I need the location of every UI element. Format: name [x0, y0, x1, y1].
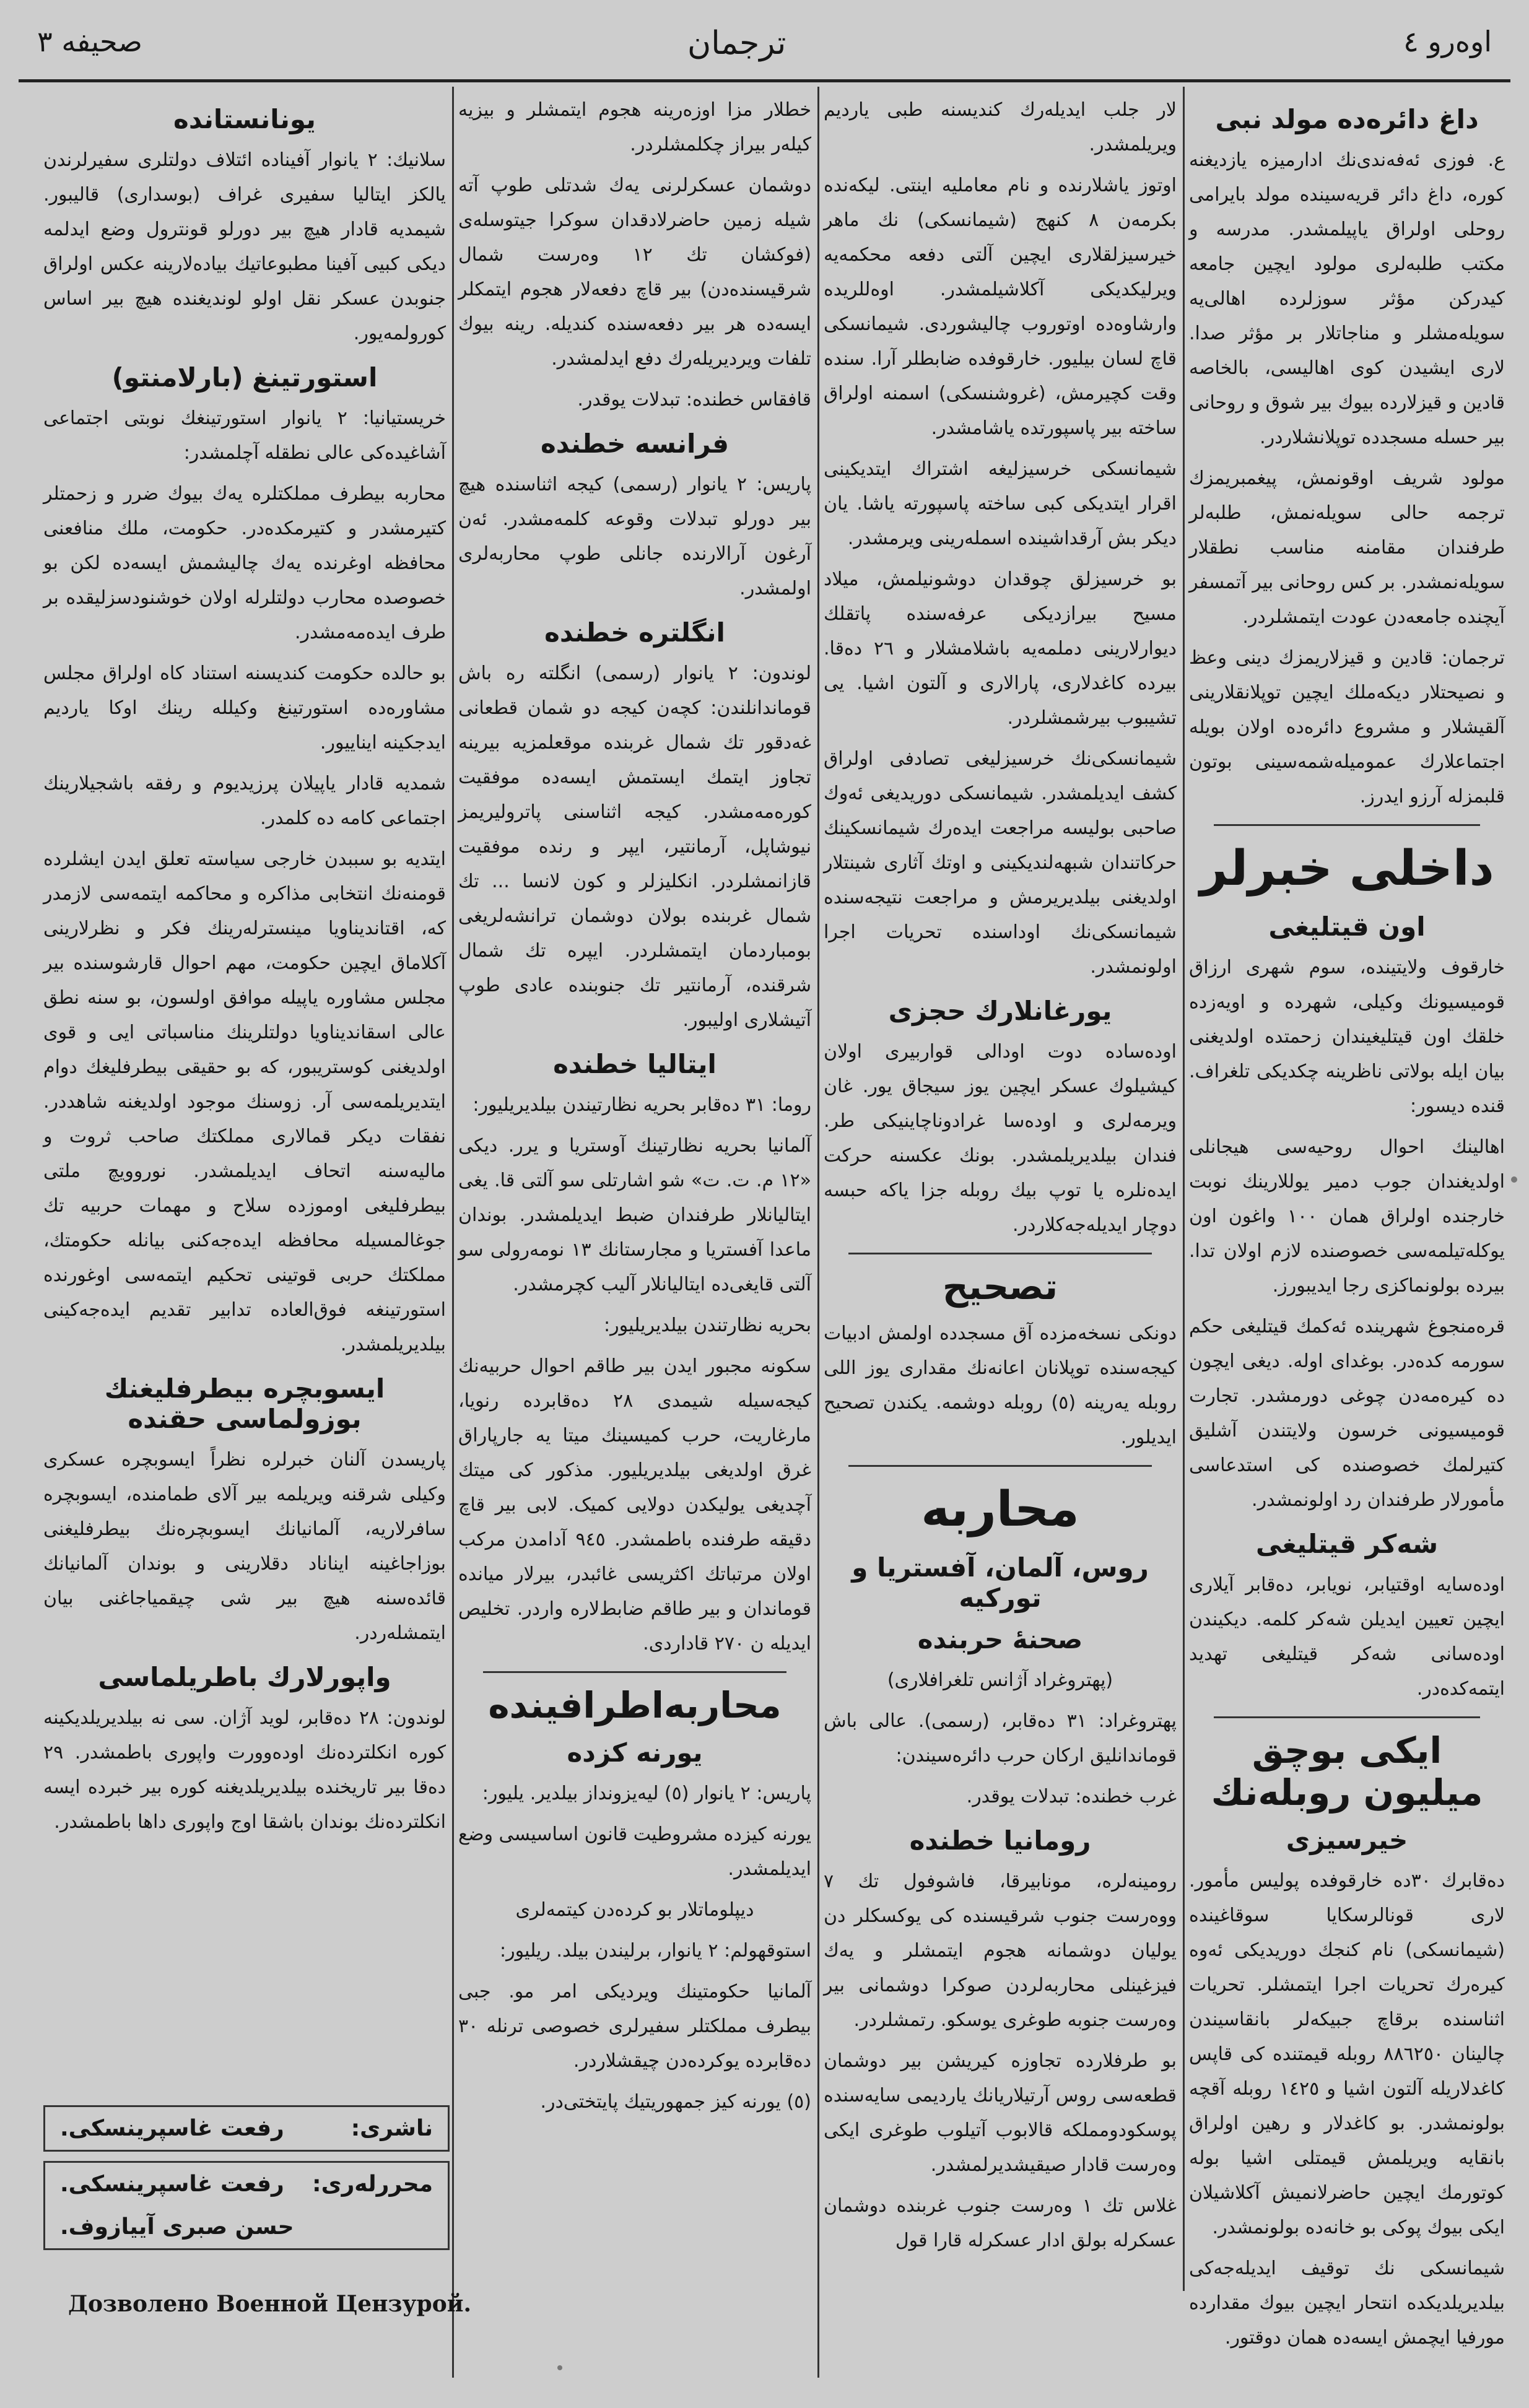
headline: تصحیح: [942, 1266, 1058, 1308]
section-rule: [1214, 1716, 1480, 1718]
paragraph: دیپلوماتلار بو کرده‌دن کیتمه‌لری: [515, 1899, 754, 1921]
paragraph: خطلار مزا اوزه‌رینه هجوم ایتمشلر و بیزیه کیله‌ر بیراز چکلمشلردر.: [458, 99, 811, 155]
paragraph: قافقاس خطنده: تبدلات یوقدر.: [577, 389, 811, 411]
column-4: [43, 93, 446, 1846]
column-divider: [817, 87, 819, 2378]
publisher-label: ناشری:: [351, 2116, 433, 2141]
publisher-row: [45, 2107, 448, 2150]
paragraph: لوندون: ٢ یانوار (رسمی) انگلته ره باش قوماندانلندن: کچه‌ن کیجه دو شمان قطعانی غه‌دقور تك شمال غربنده موقعلمزیه بیرینه تجاوز ایتمك ایستمش ایسه‌ده موفقیت کوره‌مه‌مشدر. کیجه اثناسنی پاترولیریمز نیوشاپل، آرمانتیر، ایپر و رنده موفقیت قازانمشلردر. انکلیزلر و کون لانسا ... تك شمال غربنده بولان دوشمان ترانشه‌لریغی بومباردمان ایتمشلردر. ایپره تك شمال شرقنده، آرمانتیر تك جنوبنده عادی طوپ آتیشلاری اولیبور.: [458, 663, 812, 1031]
masthead-rule: [19, 79, 1510, 82]
headline: واپورلارك باطریلماسی: [98, 1662, 391, 1692]
masthead: [0, 0, 1529, 93]
paragraph: اهالینك احوال روحیه‌سی هیجانلی اولدیغندان جوب دمیر یوللارینك نوبت خارجنده اولراق همان ١٠٠ واغون اون یوکله‌تیلمه‌سی خصوصنده لازم اولان تدا. بیرده بولونماکزی رجا ایدیبورز.: [1189, 1136, 1505, 1297]
paper-speck: [557, 2365, 562, 2370]
paragraph: اوده‌سایه اوقتیابر، نویابر، ده‌قابر آیلاری ایچین تعیین ایدیلن شه‌كر کلمه. دیکیندن اوده‌سانی شه‌كر قیتلیغی تهدید ایتمه‌کده‌در.: [1189, 1574, 1505, 1700]
paragraph: آلمانیا حکومتینك ویردیکی امر مو. جبی بیطرف مملکتلر سفیرلری خصوصی ترنله ٣٠ ده‌قابرده یوکرده‌دن چیقشلاردر.: [458, 1981, 811, 2072]
column-3: [458, 93, 811, 2126]
paragraph: پاریس: ٢ یانوار (٥) لیه‌یزونداز بیلدیر. یلیور:: [482, 1783, 811, 1804]
paragraph: پهتروغراد: ٣١ ده‌قابر، (رسمی). عالی باش قوماندانلیق ارکان حرب دائره‌سیندن:: [824, 1710, 1177, 1767]
column-divider: [1183, 87, 1185, 2291]
editors-label: محررله‌ری:: [312, 2171, 433, 2197]
headline: یونانستانده: [173, 104, 316, 134]
paragraph: مولود شریف اوقونمش، پیغمبریمزك ترجمه حالی سویله‌نمش، طلبه‌لر طرفندان مقامنه مناسب نطقلار سویله‌نمشدر. بر کس روحانی بیر آتمسفر آیچنده جامعه‌دن عودت ایتمشلردر.: [1189, 467, 1505, 628]
paragraph: (پهتروغراد آژانس تلغرافلاری): [887, 1669, 1113, 1691]
headline: فرانسه خطنده: [540, 428, 729, 459]
publisher-name: رفعت غاسپرینسکی.: [60, 2116, 284, 2141]
headline: شه‌كر قیتلیغی: [1255, 1529, 1439, 1559]
paragraph: سلانیك: ٢ یانوار آفیناده ائتلاف دولتلری سفیرلرندن یالکز ایتالیا سفیری غراف (بوسداری) قالیبور. شیمدیه قادار هیچ بیر دورلو قونترول وضع ایدلمه دیکی کبیی آفینا مطبوعاتیك بیاده‌لارینه عکس اولراق جنوبدن عسکر نقل اولو لوندیغنده هیچ بیر اساس کورولمه‌یور.: [43, 149, 446, 344]
paragraph: ع. فوزی ئه‌فه‌ندی‌نك ادارمیزه یازدیغنه کوره، داغ دائر قریه‌سینده مولد بایرامی روحلی اولراق یاپیلمشدر. مدرسه و مکتب طلبه‌لری مولود ایچین جامعه کیدرکن مؤثر سوزلرده اهالی‌یه سویله‌مشلر و مناجاتلار بر مؤثر صدا. لاری ایشیدن کوی اهالیسی، بالخاصه قادین و قیزلارده بیوك بیر شوق و روحانی بیر حسله مسجدده توپلانشلاردر.: [1189, 149, 1505, 448]
section-rule: [1214, 824, 1480, 826]
paragraph: محاربه بیطرف مملکتلره یه‌ك بیوك ضرر و زحمتلر کتیرمشدر و کتیرمکده‌در. حکومت، ملك منافعنی محافظه اوغرنده یه‌ك چالیشمش ایسه‌ده لکن بو خصوصده محارب دولتلرله اولان خوشنودسزلیقده بر طرف ایده‌مه‌مشدر.: [43, 483, 446, 643]
censorship-note: Дозволено Военной Цензурой.: [68, 2291, 471, 2317]
headline: روس، آلمان، آفستریا و تورکیه: [852, 1552, 1149, 1613]
headline: ایکی بوچق میلیون روبله‌نك: [1211, 1729, 1483, 1814]
section-rule: [848, 1253, 1152, 1254]
page-number-right: اوه‌رو ٤: [1403, 25, 1492, 58]
headline: ایسوبچره بیطرفلیغنك بوزولماسی حقنده: [104, 1373, 385, 1434]
headline: ایتالیا خطنده: [553, 1049, 717, 1079]
section-rule: [848, 1465, 1152, 1467]
editors-box: [43, 2161, 450, 2250]
paragraph: قره‌منجوغ شهرینده ئه‌کمك قیتلیغی حکم سورمه کده‌در. بوغدای اوله. دیغی ایچون ده کیره‌مه‌دن چوغی دورمشدر. تجارت قومیسیونی خرسون ولایتندن آشلیق کتیرلمك خصوصنده کی استدعاسی مأمورلار طرفندان رد اولونمشدر.: [1189, 1316, 1505, 1511]
paragraph: شیمانسکی خرسیزلیغه اشتراك ایتدیکینی اقرار ایتدیکی کبی ساخته پاسپورته یاشا. یان دیکر بش آرقداشینده اسمله‌رینی ویرمشدر.: [824, 458, 1177, 549]
subheadline: صحنهٔ حربنده: [917, 1624, 1083, 1654]
paper-speck: [1511, 1176, 1517, 1183]
paragraph: ترجمان: قادین و قیزلاریمزك دینی وعظ و نصیحتلار دیکه‌ملك ایچین توپلانقلارینی آلقیشلار و مشروع دائره‌ده اولان بویله اجتماعلارك عمومیله‌شمه‌سینی بوتون قلبمزله آرزو ایدرز.: [1189, 647, 1505, 807]
editor-name-2: حسن صبری آییازوف.: [60, 2214, 294, 2240]
paragraph: آلمانیا بحریه نظارتینك آوستریا و یرر. دیکی «١٢ م. ت. ت» شو اشارتلی سو آلتی قا. یغی ایتالیانلار طرفندان ضبط ایدیلمشدر. بوندان ماعدا آفستریا و مجارستانك ١٣ نومه‌رولی سو آلتی قایغی‌ده ایتالیانلار آلیب کچرمشدر.: [458, 1135, 811, 1295]
paragraph: شیمانسکی‌نك خرسیزلیغی تصادفی اولراق کشف ایدیلمشدر. شیمانسکی دوریدیغی ئه‌وك صاحبی بولیسه مراجعت ایده‌رك شیمانسکینك حرکاتندان شبهه‌لندیکینی و اوتك آثاری شینتلار اولدیغنی بیلدیریرمش و مراجعت نتیجه‌سنده شیمانسکی‌نك اوداسنده تحریات اجرا اولونمشدر.: [824, 748, 1177, 978]
editor-name-1: رفعت غاسپرینسکی.: [60, 2171, 284, 2197]
paragraph: بحریه نظارتندن بیلدیریلیور:: [604, 1315, 811, 1336]
newspaper-title: ترجمان: [687, 25, 786, 62]
paragraph: روما: ٣١ ده‌قابر بحریه نظارتیندن بیلدیریلیور:: [473, 1094, 811, 1116]
footnote: (٥) یورنه کیز جمهوریتیك پایتختی‌در.: [540, 2091, 811, 2113]
page-number-left: صحیفه ٣: [37, 25, 142, 58]
paragraph: یورنه کیزده مشروطیت قانون اساسیسی وضع ایدیلمشدر.: [458, 1823, 811, 1880]
paragraph: شیمانسکی نك توقیف ایدیله‌جه‌کی بیلدیریلدیکده انتحار ایچین بیوك مقدارده مورفیا ایچمش ایسه‌ده همان دوقتور.: [1189, 2258, 1505, 2349]
subheadline: خیرسیزی: [1286, 1825, 1408, 1855]
section-title: داخلی خبرلر: [1200, 841, 1494, 897]
paragraph: بو خرسیزلق چوقدان دوشونیلمش، میلاد مسیح بیرازدیکی عرفه‌سنده پاتقلك دیوارلارینی دملمه‌یه باشلامشلار و ٢٦ ده‌قا. بیرده کاغدلاری، پارالاری و آلتون اشیا. یی تشیبوب بیرشمشلردر.: [824, 568, 1177, 729]
paragraph: بو حالده حکومت کندیسنه استناد کاه اولراق مجلس مشاوره‌ده استورتینغ وکیلله رینك اوکا یاردیم ایدجکینه ایناییور.: [43, 663, 446, 754]
headline: استورتینغ (بارلامنتو): [111, 362, 378, 393]
paragraph: پاریسدن آلنان خبرلره نظراً ایسوبچره عسکری وکیلی شرقنه ویریلمه بیر آلای طمامنده، ایسوبچره سافرلاریه، آلمانیانك ایسوبچره‌نك بیطرفلیغنی بوزاجاغینه ایناناد دقلارینی و بوندان آلمانیانك قائده‌سنه هیچ بیر شی چیقمیاجاغنی بیان ایتمشله‌ردر.: [43, 1449, 446, 1644]
paragraph: غرب خطنده: تبدلات یوقدر.: [966, 1786, 1177, 1807]
paragraph: دوشمان عسکرلرنی یه‌ك شدتلی طوپ آته شیله زمین حاضرلادقدان سوکرا جیتوسله‌ی (فوکشان تك ١٢ وه‌رست شمال شرقیسنده‌دن) بیر قاچ دفعه‌لار هجوم ایتمکلر ایسه‌ده هر بیر دفعه‌سنده کندیله. رینه بیوك تلفات ویردیریله‌رك دفع ایدلمشدر.: [458, 175, 812, 370]
paragraph: بو طرفلارده تجاوزه کیریشن بیر دوشمان قطعه‌سی روس آرتیلاریانك یاردیمی سایه‌سنده پوسکودومملکه قالابوب آتیلوب طوغری ایکی وه‌رست قادار صیقیشدیرلمشدر.: [824, 2050, 1177, 2176]
section-rule: [483, 1671, 786, 1673]
paragraph: اوده‌ساده دوت اودالی قواربیری اولان کیشیلوك عسکر ایچین یوز سیجاق یور. غان ویرمه‌لری و اوده‌سا غرادوناچاینیکی طر. فندان بیلدیریلمشدر. بونك عکسنه حرکت ایده‌نلره یا توپ بیك روبله جزا یاکه حبسه دوچار ایدیله‌جه‌کلاردر.: [824, 1041, 1177, 1236]
paragraph: اوتوز یاشلارنده و نام معاملیه اینتی. لیکه‌نده بکرمه‌ن ٨ کنهج (شیمانسکی) نك ماهر خیرسیزلقلاری ایچین آلتی دفعه محکمه‌یه ویرلیکدیکی آکلاشیلمشدر. اوه‌للریده وارشاوه‌ده اوتوروب چالیشوردی. شیمانسکی قاچ لسان بیلیور. خارقوفده ضابطلر آرا. سنده وقت کچیرمش، (غروشنسکی) اسمنه اولراق ساخته بیر پاسپورتده یاشامشدر.: [824, 175, 1177, 439]
headline: یورنه کزده: [567, 1737, 703, 1768]
paragraph: دونکی نسخه‌مزده آق مسجدده اولمش ادبیات کیجه‌سنده توپلانان اعانه‌نك مقداری یوز اللی روبله یه‌رینه (٥) روبله دوشمه. یکندن تصحیح ایدیلور.: [824, 1323, 1177, 1448]
paragraph: سکونه مجبور ایدن بیر طاقم احوال حربیه‌نك کیجه‌سیله شیمدی ٢٨ ده‌قابرده رنویا، مارغاریت، حرب کمیسینك میتا یه جارپاراق غرق اولدیغی بیلدیریلیور. مذکور کی میتك آچدیغی یولیکدن دولایی کمیک. لابی بیر قاچ دقیقه طرفنده باطمشدر. ٩٤٥ آدامدن مرکب اولان مرتباتك اکثریسی غائبدر، بیرلار میانده قوماندان و بیر طاقم ضابط‌لاره واردر. تخلیص ایدیله ن ٢٧٠ قادار‌دی.: [458, 1355, 812, 1654]
paragraph: شمدیه قادار یاپیلان پرزیدیوم و رفقه باشجیلارینك اجتماعی کامه ده کلمدر.: [43, 773, 446, 829]
paragraph: لوندون: ٢٨ ده‌قابر، لوید آژان. سی نه بیلدیریلدیکینه کوره انکلترده‌نك اوده‌وورت واپوری باطمشدر. ٢٩ ده‌قا بیر تاریخنده بیلدیریلدیغنه کوره بیر خبرده ایسه انکلترده‌نك بوندان باشقا اوج واپوری داها باطمشدر.: [43, 1707, 446, 1833]
paragraph: غلاس تك ١ وه‌رست جنوب غربنده دوشمان عسکرله بولق ادار عسکرله قارا قول: [824, 2195, 1177, 2251]
paragraph: ایتدیه بو سببدن خارجی سیاسته تعلق ایدن ایشلرده قومنه‌نك انتخابی مذاکره و محاکمه ایتمه‌سی لازمدر که، اقتاندیناویا مینسترله‌رینك فکر و نظرلارینی آکلاماق ایچین حکومت، مهم احوال قارشوسنده بیر مجلس مشاوره یاپیله موافق اولسون، بو سنه نطق عالی اسقاندیناویا دولتلرینك مناسباتی ایی و قوی اولدیغنی کوستریبور، که بو حقیقی بیطرفلیغك دوام ایتدیریلمه‌سی آر. زوسنك موجود اولدیغنه شاهددر. نفقات دیکر قمالاری مملکتك صاحب ثروت و مالیه‌سنه اتحاف ایدیلمشدر. نوروویچ ملتی بیطرفلیغی اوموزده سلاح و مهمات حربیه تك جوغالمسیله محافظه ایده‌جه‌کنی بیانله حکومتك، مملکتك حربی قوتینی تحکیم ایتمه‌سی اوغورنده استورتینغه فوق‌العاده تدابیر تقدیم ایده‌جه‌کینی بیلدیریلمشدر.: [43, 848, 446, 1355]
headline: یورغانلارك حجزی: [888, 996, 1112, 1026]
paragraph: خریستیانیا: ٢ یانوار استورتینغك نوبتی اجتماعی آشاغیده‌کی عالی نطقله آچلمشدر:: [43, 407, 446, 464]
editors-row: [45, 2206, 448, 2248]
headline: اون قیتلیغی: [1268, 911, 1426, 942]
headline: داغ دائره‌ده مولد نبی: [1215, 104, 1479, 134]
paragraph: لار جلب ایدیله‌رك کندیسنه طبی یاردیم ویریلمشدر.: [824, 99, 1177, 155]
paragraph: رومینه‌لره، مونابیرقا، فاشوفول تك ٧ ووه‌رست جنوب شرقیسنده کی یوکسکلر دن یولیان دوشمانه هجوم ایتمشلر و یه‌ك فیزغینلی محاربه‌لردن صوكرا دوشمانی بیر وه‌رست جنوبه طوغری یوسكو. رتمشلردر.: [824, 1871, 1177, 2031]
headline: رومانیا خطنده: [909, 1825, 1091, 1856]
section-title: محاربه: [921, 1482, 1079, 1537]
paragraph: پاریس: ٢ یانوار (رسمی) کیجه اثناسنده هیچ بیر دورلو تبدلات وقوعه کلمه‌مشدر. ئه‌ن آرغون آرالارنده جانلی طوپ محاربه‌لری اولمشدر.: [458, 474, 811, 599]
paragraph: استوقهولم: ٢ یانوار، برلیندن بیلد. ریلیور:: [499, 1940, 811, 1962]
paragraph: ده‌قابرك ٣٠ده خارقوفده پولیس مأمور. لاری قونالرسکایا سوقاغینده (شیمانسکی) نام کنجك دوریدیکی ئه‌وه کیره‌رك تحریات اجرا ایتمشلر. تحریات اثناسنده برقاچ جبیکه‌لر بانقاسیندن چالینان ٨٨٦٢٥٠ روبله قیمتنده کی قاپس کاغدلاریله آلتون اشیا و ١٤٢٥ روبله آقچه بولونمشدر. بو کاغدلار و رهین اولراق بانقایه ویریلمش قیمتلی اشیا بوله کوتورمك ایچین حاضرلانمیش آکلاشیلان ایکی بیوك پوکی بو خانه‌ده بولونمشدر.: [1189, 1870, 1505, 2238]
headline: انگلتره خطنده: [544, 617, 725, 648]
publisher-box: [43, 2105, 450, 2152]
paragraph: خارقوف ولایتینده، سوم شهری ارزاق قومیسیونك وکیلی، شهرده و اویه‌زده خلقك اون قیتلیغیندان زحمتده اولدیغنی بیان ایله بولاتی ناظرینه چکدیکی تلغراف. قنده دیسور:: [1189, 957, 1505, 1117]
section-title: محاربه‌اطرافینده: [488, 1684, 782, 1726]
editors-row: [45, 2163, 448, 2206]
column-divider: [452, 87, 454, 2378]
column-2: [824, 93, 1177, 2264]
column-1: [1189, 93, 1505, 2362]
